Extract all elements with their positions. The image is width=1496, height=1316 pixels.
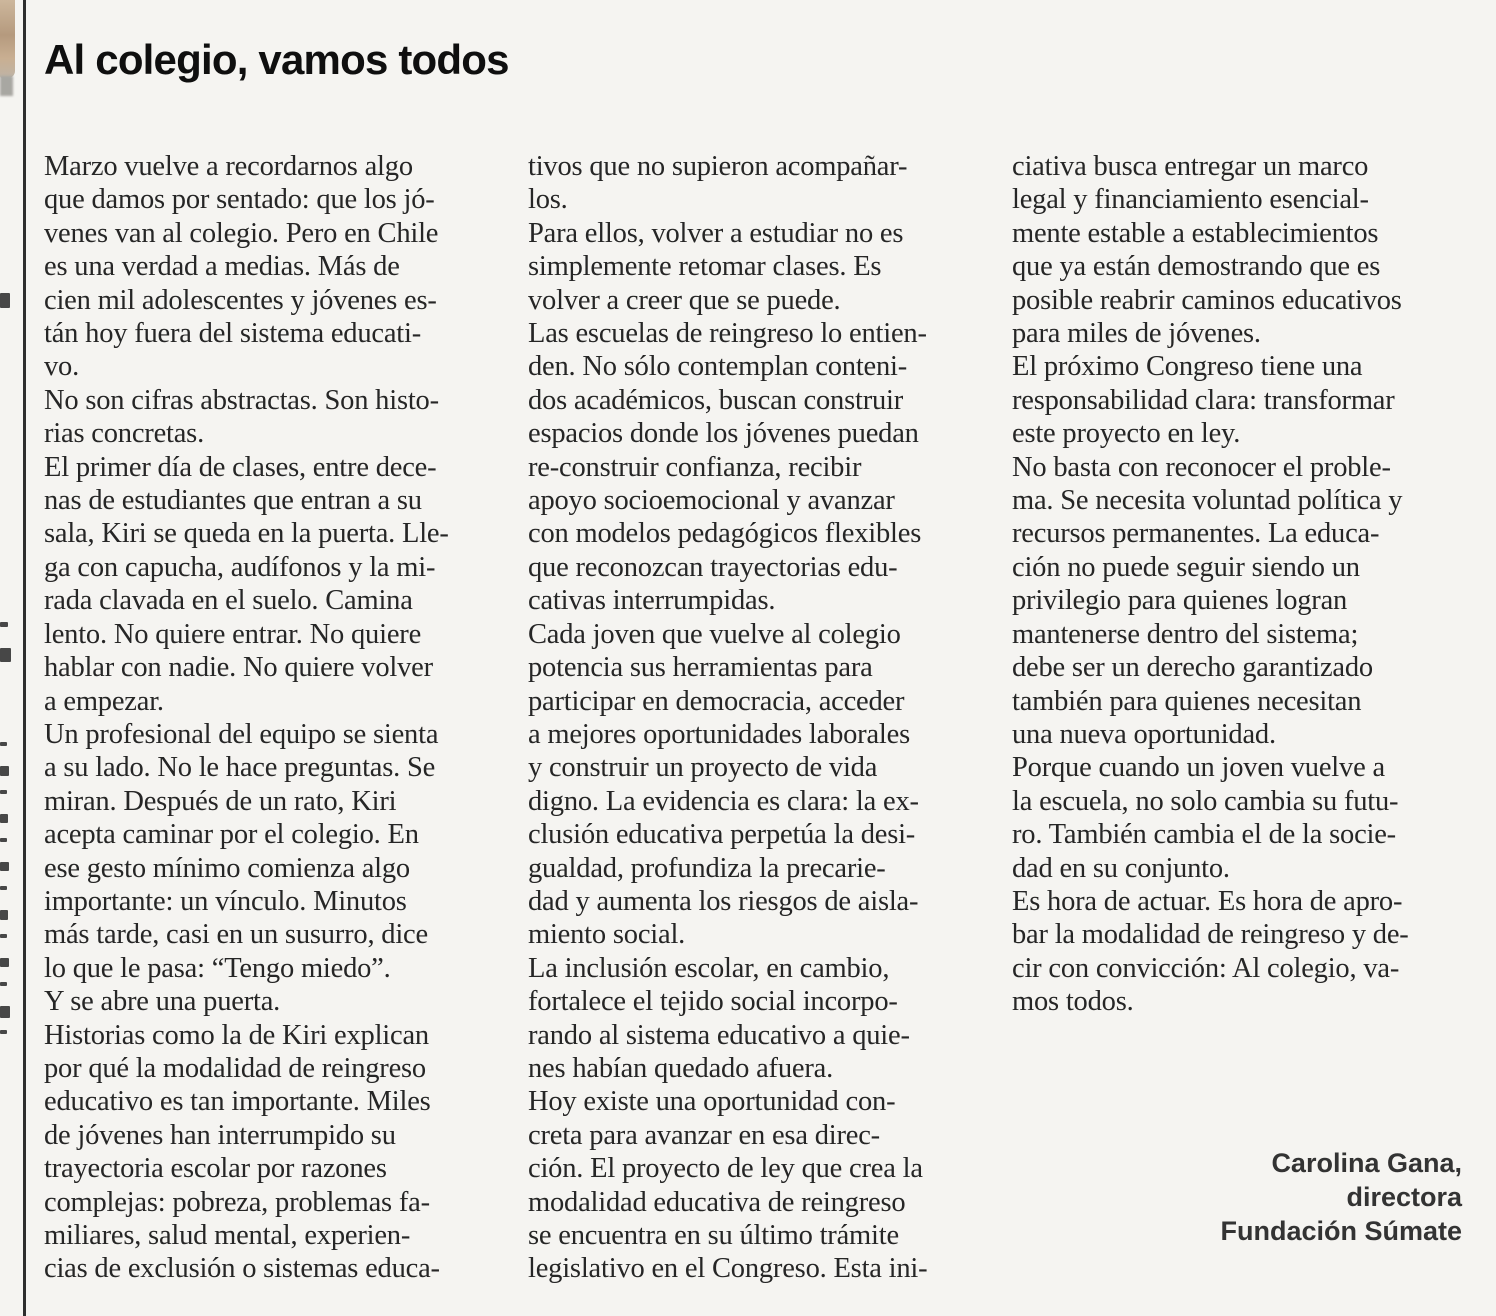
- article-signature: [1220, 1146, 1462, 1248]
- text-line: dad en su conjunto.: [1012, 852, 1230, 884]
- adjacent-photo-fragment-shadow: [0, 76, 13, 96]
- text-line: dad y aumenta los riesgos de aisla-: [528, 885, 919, 917]
- text-line: que damos por sentado: que los jó-: [44, 184, 435, 216]
- text-line: ción. El proyecto de ley que crea la: [528, 1153, 923, 1185]
- text-line: tivos que no supieron acompañar-: [528, 151, 908, 182]
- text-line: trayectoria escolar por razones: [44, 1153, 387, 1185]
- text-line: ma. Se necesita voluntad política y: [1012, 485, 1403, 517]
- text-line: posible reabrir caminos educativos: [1012, 284, 1402, 316]
- signature-author-role: directora: [1346, 1182, 1462, 1212]
- text-line: ese gesto mínimo comienza algo: [44, 852, 410, 884]
- text-line: complejas: pobreza, problemas fa-: [44, 1186, 430, 1218]
- text-line: clusión educativa perpetúa la desi-: [528, 819, 916, 851]
- text-line: venes van al colegio. Pero en Chile: [44, 217, 439, 249]
- scan-artifact-mark: [0, 958, 9, 967]
- text-line: más tarde, casi en un susurro, dice: [44, 919, 428, 951]
- text-line: Hoy existe una oportunidad con-: [528, 1086, 896, 1118]
- text-line: es una verdad a medias. Más de: [44, 251, 400, 283]
- text-line: cativas interrumpidas.: [528, 585, 776, 617]
- text-line: rando al sistema educativo a quie-: [528, 1019, 910, 1051]
- text-line: den. No sólo contemplan conteni-: [528, 351, 908, 383]
- text-line: que reconozcan trayectorias edu-: [528, 551, 898, 583]
- text-line: recursos permanentes. La educa-: [1012, 518, 1380, 550]
- scan-artifact-mark: [0, 910, 8, 920]
- text-line: participar en democracia, acceder: [528, 685, 905, 717]
- text-line: potencia sus herramientas para: [528, 652, 873, 684]
- text-line: Las escuelas de reingreso lo entien-: [528, 318, 927, 350]
- text-line: re-construir confianza, recibir: [528, 451, 862, 483]
- scan-artifact-mark: [0, 766, 9, 776]
- text-line: Un profesional del equipo se sienta: [44, 718, 439, 750]
- text-line: legal y financiamiento esencial-: [1012, 184, 1369, 216]
- text-line: Y se abre una puerta.: [44, 986, 281, 1018]
- text-line: lento. No quiere entrar. No quiere: [44, 618, 422, 650]
- text-line: dos académicos, buscan construir: [528, 384, 904, 416]
- text-line: este proyecto en ley.: [1012, 418, 1241, 450]
- adjacent-photo-fragment: [0, 0, 15, 78]
- text-line: y construir un proyecto de vida: [528, 752, 878, 784]
- text-line: cien mil adolescentes y jóvenes es-: [44, 284, 437, 316]
- text-line: El próximo Congreso tiene una: [1012, 351, 1363, 383]
- article-column-3: [1012, 150, 1490, 1019]
- text-line: La inclusión escolar, en cambio,: [528, 952, 890, 984]
- text-line: El primer día de clases, entre dece-: [44, 451, 437, 483]
- text-line: también para quienes necesitan: [1012, 685, 1362, 717]
- text-line: ción no puede seguir siendo un: [1012, 551, 1360, 583]
- text-line: para miles de jóvenes.: [1012, 318, 1261, 350]
- text-line: mos todos.: [1012, 986, 1134, 1018]
- text-line: cir con convicción: Al colegio, va-: [1012, 952, 1400, 984]
- text-line: a su lado. No le hace preguntas. Se: [44, 752, 436, 784]
- text-line: de jóvenes han interrumpido su: [44, 1119, 396, 1151]
- text-line: cias de exclusión o sistemas educa-: [44, 1253, 440, 1285]
- scan-artifact-mark: [0, 648, 11, 662]
- article-column-1: [44, 150, 522, 1286]
- text-line: apoyo socioemocional y avanzar: [528, 485, 895, 517]
- scan-artifact-mark: [0, 1030, 7, 1034]
- scan-artifact-mark: [0, 622, 8, 627]
- text-line: educativo es tan importante. Miles: [44, 1086, 431, 1118]
- scan-artifact-mark: [0, 934, 7, 938]
- scan-artifact-mark: [0, 1006, 10, 1018]
- text-line: Cada joven que vuelve al colegio: [528, 618, 901, 650]
- text-line: nes habían quedado afuera.: [528, 1052, 833, 1084]
- signature-organization: Fundación Súmate: [1220, 1216, 1462, 1246]
- text-line: miento social.: [528, 919, 686, 951]
- text-line: sala, Kiri se queda en la puerta. Lle-: [44, 518, 449, 550]
- scan-artifact-mark: [0, 862, 9, 871]
- scan-artifact-mark: [0, 814, 8, 823]
- column-divider-rule: [23, 0, 26, 1316]
- text-line: digno. La evidencia es clara: la ex-: [528, 785, 919, 817]
- text-line: creta para avanzar en esa direc-: [528, 1119, 880, 1151]
- text-line: Para ellos, volver a estudiar no es: [528, 217, 904, 249]
- text-line: por qué la modalidad de reingreso: [44, 1052, 426, 1084]
- text-line: mantenerse dentro del sistema;: [1012, 618, 1359, 650]
- text-line: rada clavada en el suelo. Camina: [44, 585, 413, 617]
- text-line: tán hoy fuera del sistema educati-: [44, 318, 422, 350]
- text-line: ga con capucha, audífonos y la mi-: [44, 551, 436, 583]
- text-line: miliares, salud mental, experien-: [44, 1220, 411, 1251]
- text-line: legislativo en el Congreso. Esta ini-: [528, 1253, 928, 1285]
- text-line: hablar con nadie. No quiere volver: [44, 652, 433, 684]
- text-line: Porque cuando un joven vuelve a: [1012, 752, 1385, 784]
- text-line: se encuentra en su último trámite: [528, 1220, 899, 1251]
- article-column-2: [528, 150, 1006, 1286]
- text-line: la escuela, no solo cambia su futu-: [1012, 785, 1399, 817]
- text-line: No basta con reconocer el proble-: [1012, 451, 1391, 483]
- signature-author-name: Carolina Gana,: [1271, 1148, 1462, 1178]
- text-line: importante: un vínculo. Minutos: [44, 885, 407, 917]
- text-line: que ya están demostrando que es: [1012, 251, 1381, 283]
- text-line: Es hora de actuar. Es hora de apro-: [1012, 885, 1403, 917]
- text-line: debe ser un derecho garantizado: [1012, 652, 1373, 684]
- text-line: acepta caminar por el colegio. En: [44, 819, 419, 851]
- scan-artifact-mark: [0, 293, 10, 308]
- scan-artifact-mark: [0, 742, 7, 746]
- text-line: una nueva oportunidad.: [1012, 718, 1276, 750]
- text-line: lo que le pasa: “Tengo miedo”.: [44, 952, 391, 984]
- text-line: nas de estudiantes que entran a su: [44, 485, 422, 517]
- article-title: Al colegio, vamos todos: [44, 36, 509, 83]
- text-line: No son cifras abstractas. Son histo-: [44, 384, 439, 416]
- text-line: los.: [528, 184, 568, 216]
- scan-artifact-mark: [0, 838, 7, 842]
- scan-artifact-mark: [0, 886, 7, 890]
- text-line: simplemente retomar clases. Es: [528, 251, 882, 283]
- scan-artifact-mark: [0, 982, 7, 986]
- text-line: espacios donde los jóvenes puedan: [528, 418, 919, 450]
- text-line: a empezar.: [44, 685, 164, 717]
- text-line: con modelos pedagógicos flexibles: [528, 518, 922, 550]
- text-line: fortalece el tejido social incorpo-: [528, 986, 898, 1018]
- text-line: volver a creer que se puede.: [528, 284, 841, 316]
- text-line: mente estable a establecimientos: [1012, 217, 1379, 249]
- text-line: Marzo vuelve a recordarnos algo: [44, 151, 413, 182]
- text-line: bar la modalidad de reingreso y de-: [1012, 919, 1409, 951]
- text-line: a mejores oportunidades laborales: [528, 718, 910, 750]
- text-line: modalidad educativa de reingreso: [528, 1186, 906, 1218]
- text-line: Historias como la de Kiri explican: [44, 1019, 429, 1051]
- text-line: ciativa busca entregar un marco: [1012, 151, 1369, 182]
- text-line: privilegio para quienes logran: [1012, 585, 1348, 617]
- scan-artifact-mark: [0, 790, 7, 794]
- text-line: gualdad, profundiza la precarie-: [528, 852, 886, 884]
- text-line: ro. También cambia el de la socie-: [1012, 819, 1396, 851]
- text-line: rias concretas.: [44, 418, 204, 450]
- text-line: responsabilidad clara: transformar: [1012, 384, 1395, 416]
- text-line: vo.: [44, 351, 80, 383]
- text-line: miran. Después de un rato, Kiri: [44, 785, 397, 817]
